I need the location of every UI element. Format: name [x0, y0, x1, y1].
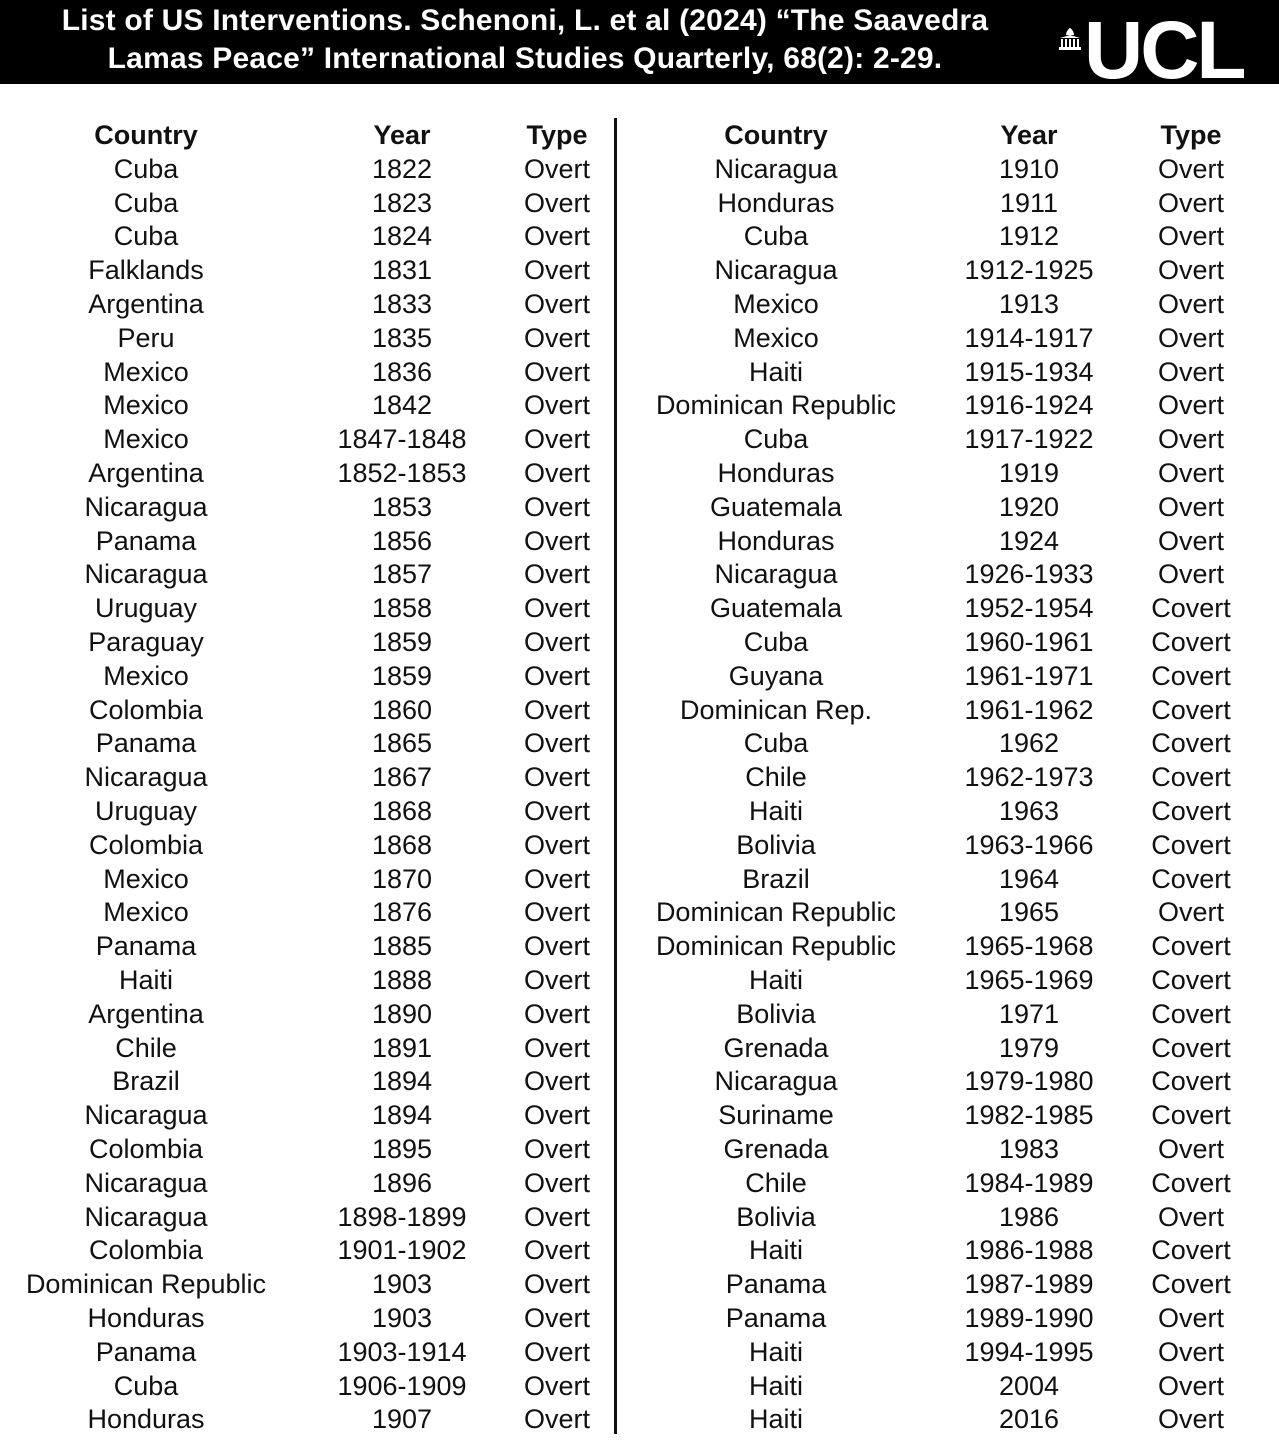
- country-cell: Nicaragua: [84, 559, 208, 590]
- type-cell: Overt: [1157, 221, 1224, 252]
- country-cell: Mexico: [103, 356, 189, 387]
- year-cell: 1915-1934: [964, 356, 1094, 387]
- year-cell: 1979-1980: [964, 1066, 1094, 1097]
- year-cell: 1876: [371, 897, 433, 928]
- type-cell: Covert: [1151, 1269, 1231, 1300]
- type-cell: Overt: [523, 153, 590, 184]
- country-cell: Dominican Rep.: [679, 694, 873, 725]
- country-cell: Panama: [95, 728, 197, 759]
- country-cell: Haiti: [748, 1404, 803, 1435]
- country-cell: Nicaragua: [714, 559, 838, 590]
- year-cell: 1984-1989: [964, 1167, 1094, 1198]
- country-cell: Uruguay: [94, 593, 198, 624]
- type-cell: Overt: [523, 525, 590, 556]
- country-cell: Cuba: [743, 424, 809, 455]
- type-cell: Overt: [1157, 289, 1224, 319]
- country-cell: Colombia: [88, 1235, 204, 1266]
- country-cell: Panama: [95, 931, 197, 962]
- year-cell: 1824: [371, 221, 433, 252]
- year-cell: 1916-1924: [964, 390, 1094, 421]
- type-cell: Overt: [523, 424, 590, 455]
- type-cell: Overt: [1157, 1303, 1224, 1333]
- country-cell: Mexico: [103, 390, 189, 421]
- country-cell: Argentina: [88, 998, 204, 1029]
- title-line-2: Lamas Peace” International Studies Quarterly, 68(2): 2-29.: [107, 42, 943, 75]
- country-cell: Colombia: [88, 1134, 204, 1164]
- country-cell: Honduras: [717, 458, 835, 488]
- year-cell: 1965: [998, 897, 1060, 928]
- year-cell: 1852-1853: [337, 458, 467, 488]
- type-cell: Covert: [1151, 1167, 1231, 1198]
- type-cell: Overt: [523, 1201, 590, 1232]
- country-cell: Cuba: [113, 187, 179, 218]
- type-cell: Overt: [1157, 1370, 1224, 1401]
- country-cell: Argentina: [88, 289, 204, 319]
- year-cell: 1914-1917: [964, 322, 1094, 353]
- year-cell: 1907: [371, 1404, 433, 1435]
- type-cell: Overt: [523, 491, 590, 522]
- column-header-type: Type: [526, 120, 588, 150]
- year-cell: 1842: [371, 390, 433, 421]
- type-cell: Covert: [1151, 728, 1231, 759]
- year-cell: 1910: [998, 153, 1060, 184]
- year-cell: 1895: [371, 1134, 433, 1164]
- country-cell: Argentina: [88, 458, 204, 488]
- country-cell: Chile: [115, 1032, 177, 1063]
- country-cell: Dominican Republic: [655, 931, 897, 962]
- country-cell: Cuba: [743, 627, 809, 657]
- year-cell: 1885: [371, 931, 433, 962]
- year-cell: 1952-1954: [964, 593, 1094, 624]
- year-cell: 2004: [998, 1370, 1060, 1401]
- year-cell: 1901-1902: [337, 1235, 467, 1266]
- year-cell: 1860: [371, 694, 433, 725]
- year-cell: 1906-1909: [337, 1370, 467, 1401]
- year-cell: 1919: [998, 458, 1060, 488]
- country-cell: Mexico: [103, 424, 189, 455]
- year-cell: 1833: [371, 289, 433, 319]
- year-cell: 1989-1990: [964, 1303, 1094, 1333]
- country-cell: Paraguay: [88, 627, 204, 657]
- year-cell: 1920: [998, 491, 1060, 522]
- portico-icon: [1058, 28, 1082, 50]
- year-cell: 2016: [998, 1404, 1060, 1435]
- year-cell: 1971: [998, 998, 1060, 1029]
- type-cell: Overt: [523, 289, 590, 319]
- year-cell: 1963: [998, 796, 1060, 826]
- country-cell: Cuba: [113, 1370, 179, 1401]
- country-cell: Grenada: [723, 1134, 829, 1164]
- year-cell: 1856: [371, 525, 433, 556]
- country-cell: Nicaragua: [84, 491, 208, 522]
- country-cell: Cuba: [113, 221, 179, 252]
- country-cell: Uruguay: [94, 796, 198, 826]
- type-cell: Overt: [1157, 1404, 1224, 1435]
- country-cell: Suriname: [718, 1100, 834, 1131]
- type-cell: Overt: [523, 897, 590, 928]
- type-cell: Covert: [1151, 660, 1231, 691]
- column-header-country: Country: [724, 120, 828, 150]
- country-cell: Haiti: [748, 356, 803, 387]
- type-cell: Overt: [523, 965, 590, 995]
- type-cell: Overt: [523, 559, 590, 590]
- type-cell: Overt: [1157, 356, 1224, 387]
- country-cell: Grenada: [723, 1032, 829, 1063]
- ucl-logo: [1058, 5, 1263, 96]
- type-cell: Covert: [1151, 694, 1231, 725]
- year-cell: 1983: [998, 1134, 1060, 1164]
- year-cell: 1903-1914: [337, 1336, 467, 1367]
- country-cell: Haiti: [748, 1370, 803, 1401]
- country-cell: Honduras: [717, 525, 835, 556]
- country-cell: Honduras: [87, 1404, 205, 1435]
- country-cell: Brazil: [742, 863, 810, 894]
- type-cell: Overt: [523, 1134, 590, 1164]
- type-cell: Overt: [523, 221, 590, 252]
- year-cell: 1924: [998, 525, 1060, 556]
- country-cell: Mexico: [103, 897, 189, 928]
- type-cell: Covert: [1151, 796, 1231, 826]
- year-cell: 1964: [998, 863, 1060, 894]
- type-cell: Overt: [523, 1404, 590, 1435]
- type-cell: Overt: [1157, 525, 1224, 556]
- type-cell: Covert: [1151, 1066, 1231, 1097]
- year-cell: 1965-1968: [964, 931, 1094, 962]
- country-cell: Panama: [95, 525, 197, 556]
- country-cell: Nicaragua: [84, 1201, 208, 1232]
- type-cell: Overt: [1157, 897, 1224, 928]
- country-cell: Nicaragua: [84, 1100, 208, 1131]
- year-cell: 1961-1971: [964, 660, 1094, 691]
- year-cell: 1926-1933: [964, 559, 1094, 590]
- year-cell: 1962: [998, 728, 1060, 759]
- type-cell: Overt: [1157, 559, 1224, 590]
- type-cell: Overt: [523, 1303, 590, 1333]
- year-cell: 1894: [371, 1066, 433, 1097]
- type-cell: Covert: [1151, 1032, 1231, 1063]
- country-cell: Cuba: [743, 221, 809, 252]
- year-cell: 1859: [371, 627, 433, 657]
- year-cell: 1960-1961: [964, 627, 1094, 657]
- year-cell: 1847-1848: [337, 424, 467, 455]
- country-cell: Panama: [95, 1336, 197, 1367]
- country-cell: Mexico: [733, 322, 819, 353]
- year-cell: 1868: [371, 796, 433, 826]
- type-cell: Overt: [1157, 153, 1224, 184]
- country-cell: Mexico: [103, 863, 189, 894]
- column-header-year: Year: [373, 120, 431, 150]
- type-cell: Covert: [1151, 1100, 1231, 1131]
- type-cell: Overt: [1157, 1201, 1224, 1232]
- type-cell: Overt: [523, 187, 590, 218]
- year-cell: 1891: [371, 1032, 433, 1063]
- type-cell: Overt: [523, 863, 590, 894]
- country-cell: Nicaragua: [84, 1167, 208, 1198]
- year-cell: 1979: [998, 1032, 1060, 1063]
- year-cell: 1913: [998, 289, 1060, 319]
- year-cell: 1898-1899: [337, 1201, 467, 1232]
- type-cell: Overt: [1157, 1134, 1224, 1164]
- country-cell: Nicaragua: [714, 153, 838, 184]
- year-cell: 1903: [371, 1303, 433, 1333]
- country-cell: Mexico: [103, 660, 189, 691]
- type-cell: Overt: [1157, 458, 1224, 488]
- type-cell: Overt: [523, 796, 590, 826]
- year-cell: 1961-1962: [964, 694, 1094, 725]
- type-cell: Covert: [1151, 965, 1231, 995]
- year-cell: 1994-1995: [964, 1336, 1094, 1367]
- type-cell: Overt: [1157, 491, 1224, 522]
- year-cell: 1822: [371, 153, 433, 184]
- country-cell: Haiti: [748, 796, 803, 826]
- type-cell: Overt: [523, 1370, 590, 1401]
- type-cell: Overt: [523, 627, 590, 657]
- year-cell: 1858: [371, 593, 433, 624]
- type-cell: Overt: [523, 1167, 590, 1198]
- year-cell: 1963-1966: [964, 829, 1094, 860]
- logo-text: UCL: [1084, 5, 1244, 96]
- year-cell: 1986: [998, 1201, 1060, 1232]
- type-cell: Overt: [523, 728, 590, 759]
- country-cell: Dominican Republic: [25, 1269, 267, 1300]
- type-cell: Overt: [523, 1336, 590, 1367]
- type-cell: Overt: [1157, 424, 1224, 455]
- country-cell: Haiti: [748, 1235, 803, 1266]
- country-cell: Nicaragua: [714, 1066, 838, 1097]
- type-cell: Overt: [523, 1032, 590, 1063]
- type-cell: Covert: [1151, 627, 1231, 657]
- year-cell: 1867: [371, 762, 433, 793]
- country-cell: Peru: [117, 322, 175, 353]
- year-cell: 1888: [371, 965, 433, 995]
- type-cell: Overt: [523, 694, 590, 725]
- type-cell: Overt: [523, 1235, 590, 1266]
- year-cell: 1896: [371, 1167, 433, 1198]
- country-cell: Falklands: [88, 255, 204, 286]
- year-cell: 1894: [371, 1100, 433, 1131]
- country-cell: Colombia: [88, 694, 204, 725]
- type-cell: Covert: [1151, 829, 1231, 860]
- year-cell: 1982-1985: [964, 1100, 1094, 1131]
- year-cell: 1823: [371, 187, 433, 218]
- title-line-1: List of US Interventions. Schenoni, L. et al (2024) “The Saavedra: [61, 4, 989, 37]
- type-cell: Covert: [1151, 593, 1231, 624]
- document-title: [0, 2, 1050, 78]
- year-cell: 1831: [371, 255, 433, 286]
- year-cell: 1853: [371, 491, 433, 522]
- country-cell: Panama: [725, 1269, 827, 1300]
- year-cell: 1912: [998, 221, 1060, 252]
- type-cell: Overt: [523, 1100, 590, 1131]
- country-cell: Chile: [745, 1167, 807, 1198]
- type-cell: Covert: [1151, 998, 1231, 1029]
- year-cell: 1835: [371, 322, 433, 353]
- country-cell: Guatemala: [709, 593, 843, 624]
- year-cell: 1836: [371, 356, 433, 387]
- country-cell: Haiti: [748, 965, 803, 995]
- year-cell: 1912-1925: [964, 255, 1094, 286]
- column-header-year: Year: [1000, 120, 1058, 150]
- country-cell: Honduras: [87, 1303, 205, 1333]
- country-cell: Nicaragua: [714, 255, 838, 286]
- type-cell: Covert: [1151, 1235, 1231, 1266]
- country-cell: Chile: [745, 762, 807, 793]
- country-cell: Guyana: [728, 660, 824, 691]
- type-cell: Overt: [523, 322, 590, 353]
- type-cell: Overt: [523, 458, 590, 488]
- type-cell: Overt: [523, 998, 590, 1029]
- country-cell: Dominican Republic: [655, 897, 897, 928]
- type-cell: Overt: [523, 829, 590, 860]
- country-cell: Mexico: [733, 289, 819, 319]
- country-cell: Dominican Republic: [655, 390, 897, 421]
- type-cell: Overt: [523, 1269, 590, 1300]
- type-cell: Overt: [523, 356, 590, 387]
- year-cell: 1859: [371, 660, 433, 691]
- country-cell: Bolivia: [736, 1201, 816, 1232]
- country-cell: Colombia: [88, 829, 204, 860]
- country-cell: Haiti: [748, 1336, 803, 1367]
- country-cell: Guatemala: [709, 491, 843, 522]
- country-cell: Haiti: [118, 965, 173, 995]
- year-cell: 1903: [371, 1269, 433, 1300]
- country-cell: Nicaragua: [84, 762, 208, 793]
- type-cell: Overt: [523, 255, 590, 286]
- column-header-country: Country: [94, 120, 198, 150]
- year-cell: 1962-1973: [964, 762, 1094, 793]
- type-cell: Covert: [1151, 931, 1231, 962]
- type-cell: Overt: [523, 931, 590, 962]
- year-cell: 1911: [999, 187, 1059, 218]
- type-cell: Overt: [523, 593, 590, 624]
- header-banner: [0, 0, 1279, 96]
- year-cell: 1987-1989: [964, 1269, 1094, 1300]
- year-cell: 1986-1988: [964, 1235, 1094, 1266]
- country-cell: Cuba: [113, 153, 179, 184]
- type-cell: Covert: [1151, 863, 1231, 894]
- year-cell: 1890: [371, 998, 433, 1029]
- year-cell: 1965-1969: [964, 965, 1094, 995]
- type-cell: Overt: [1157, 322, 1224, 353]
- year-cell: 1865: [371, 728, 433, 759]
- column-header-type: Type: [1160, 120, 1222, 150]
- year-cell: 1917-1922: [964, 424, 1094, 455]
- year-cell: 1870: [371, 863, 433, 894]
- type-cell: Overt: [1157, 390, 1224, 421]
- type-cell: Overt: [523, 390, 590, 421]
- type-cell: Overt: [1157, 1336, 1224, 1367]
- country-cell: Brazil: [112, 1066, 180, 1097]
- type-cell: Overt: [523, 1066, 590, 1097]
- type-cell: Overt: [1157, 187, 1224, 218]
- type-cell: Overt: [523, 762, 590, 793]
- country-cell: Honduras: [717, 187, 835, 218]
- country-cell: Bolivia: [736, 829, 816, 860]
- type-cell: Overt: [523, 660, 590, 691]
- country-cell: Bolivia: [736, 998, 816, 1029]
- year-cell: 1868: [371, 829, 433, 860]
- type-cell: Overt: [1157, 255, 1224, 286]
- type-cell: Covert: [1151, 762, 1231, 793]
- country-cell: Cuba: [743, 728, 809, 759]
- year-cell: 1857: [371, 559, 433, 590]
- country-cell: Panama: [725, 1303, 827, 1333]
